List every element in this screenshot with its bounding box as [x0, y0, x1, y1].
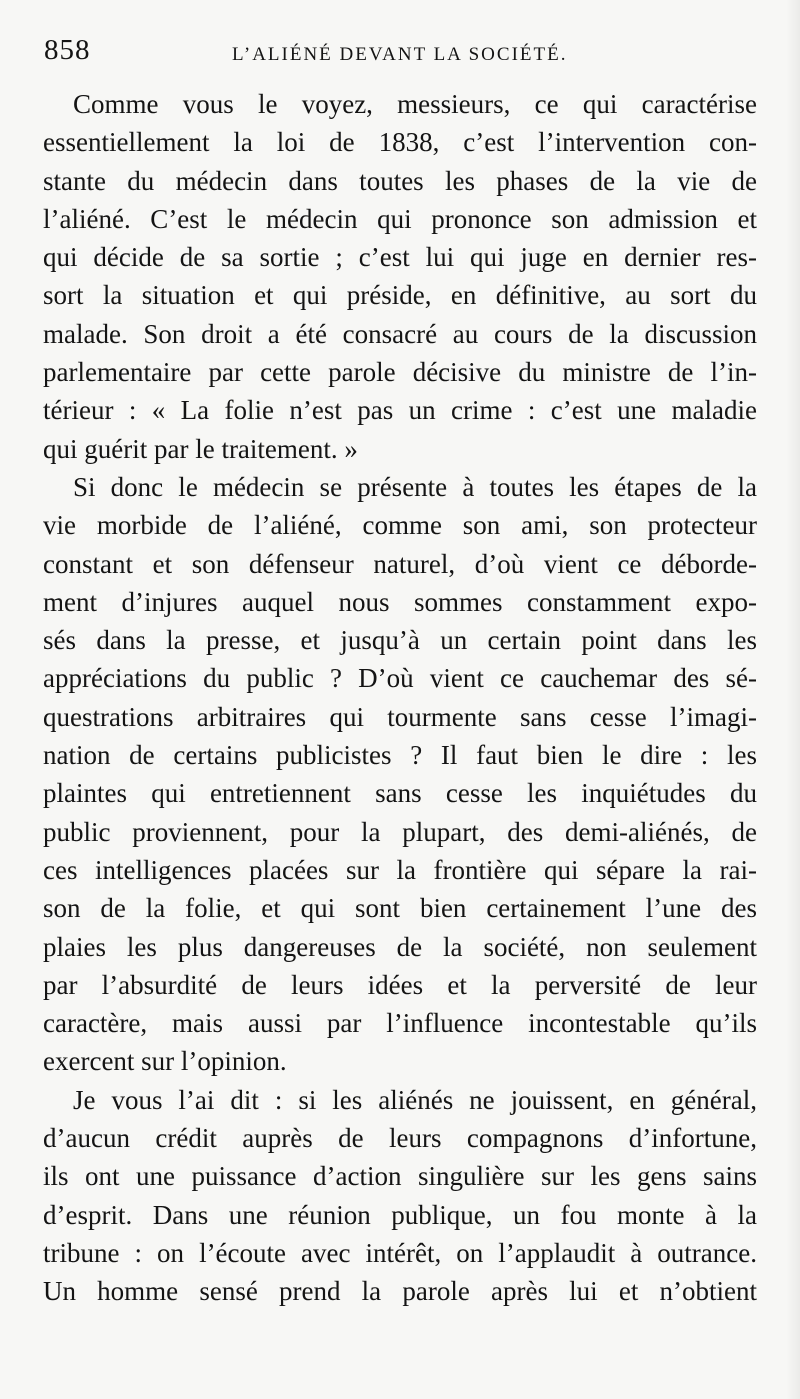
text-line: son de la folie, et qui sont bien certainement l’une des: [43, 893, 757, 924]
page-header: [44, 34, 756, 74]
text-line: qui décide de sa sortie ; c’est lui qui juge en dernier res-: [43, 242, 757, 273]
text-line: constant et son défenseur naturel, d’où vient ce déborde-: [43, 548, 757, 579]
text-line: d’esprit. Dans une réunion publique, un fou monte à la: [43, 1199, 757, 1230]
text-line: ces intelligences placées sur la frontière qui sépare la rai-: [43, 854, 757, 885]
text-line: tribune : on l’écoute avec intérêt, on l’applaudit à outrance.: [43, 1237, 757, 1268]
text-line: essentiellement la loi de 1838, c’est l’intervention con-: [43, 127, 757, 158]
text-line: questrations arbitraires qui tourmente sans cesse l’imagi-: [43, 701, 757, 732]
text-line: ils ont une puissance d’action singulière sur les gens sains: [43, 1161, 757, 1192]
text-line: parlementaire par cette parole décisive du ministre de l’in-: [43, 357, 757, 388]
page-edge-shadow: [786, 0, 800, 1399]
text-line: public proviennent, pour la plupart, des demi-aliénés, de: [43, 816, 757, 847]
text-line: malade. Son droit a été consacré au cours de la discussion: [43, 318, 757, 349]
text-line: sés dans la presse, et jusqu’à un certain point dans les: [43, 625, 757, 656]
text-line: caractère, mais aussi par l’influence incontestable qu’ils: [43, 1008, 757, 1039]
text-line: Si donc le médecin se présente à toutes les étapes de la: [73, 471, 757, 502]
text-line: stante du médecin dans toutes les phases de la vie de: [43, 165, 757, 196]
text-line: plaies les plus dangereuses de la société, non seulement: [43, 931, 757, 962]
text-line: sort la situation et qui préside, en définitive, au sort du: [43, 280, 757, 311]
text-line: d’aucun crédit auprès de leurs compagnons d’infortune,: [43, 1123, 757, 1154]
text-line: qui guérit par le traitement. »: [43, 433, 358, 464]
text-line: appréciations du public ? D’où vient ce cauchemar des sé-: [43, 663, 757, 694]
text-line: ment d’injures auquel nous sommes constamment expo-: [43, 586, 757, 617]
text-line: vie morbide de l’aliéné, comme son ami, son protecteur: [43, 510, 757, 541]
text-line: Comme vous le voyez, messieurs, ce qui caractérise: [73, 89, 757, 119]
text-line: Je vous l’ai dit : si les aliénés ne jouissent, en général,: [73, 1084, 757, 1115]
text-line: Un homme sensé prend la parole après lui et n’obtient: [43, 1276, 757, 1307]
text-line: plaintes qui entretiennent sans cesse les inquiétudes du: [43, 778, 757, 809]
text-line: exercent sur l’opinion.: [43, 1046, 287, 1077]
text-line: térieur : « La folie n’est pas un crime : c’est une maladie: [43, 395, 757, 426]
text-line: l’aliéné. C’est le médecin qui prononce son admission et: [43, 203, 757, 234]
text-line: par l’absurdité de leurs idées et la perversité de leur: [43, 969, 757, 1000]
page-number: 858: [44, 34, 91, 66]
running-title: L’ALIÉNÉ DEVANT LA SOCIÉTÉ.: [232, 44, 568, 65]
body-text: [43, 85, 757, 1311]
text-line: nation de certains publicistes ? Il faut bien le dire : les: [43, 740, 757, 771]
